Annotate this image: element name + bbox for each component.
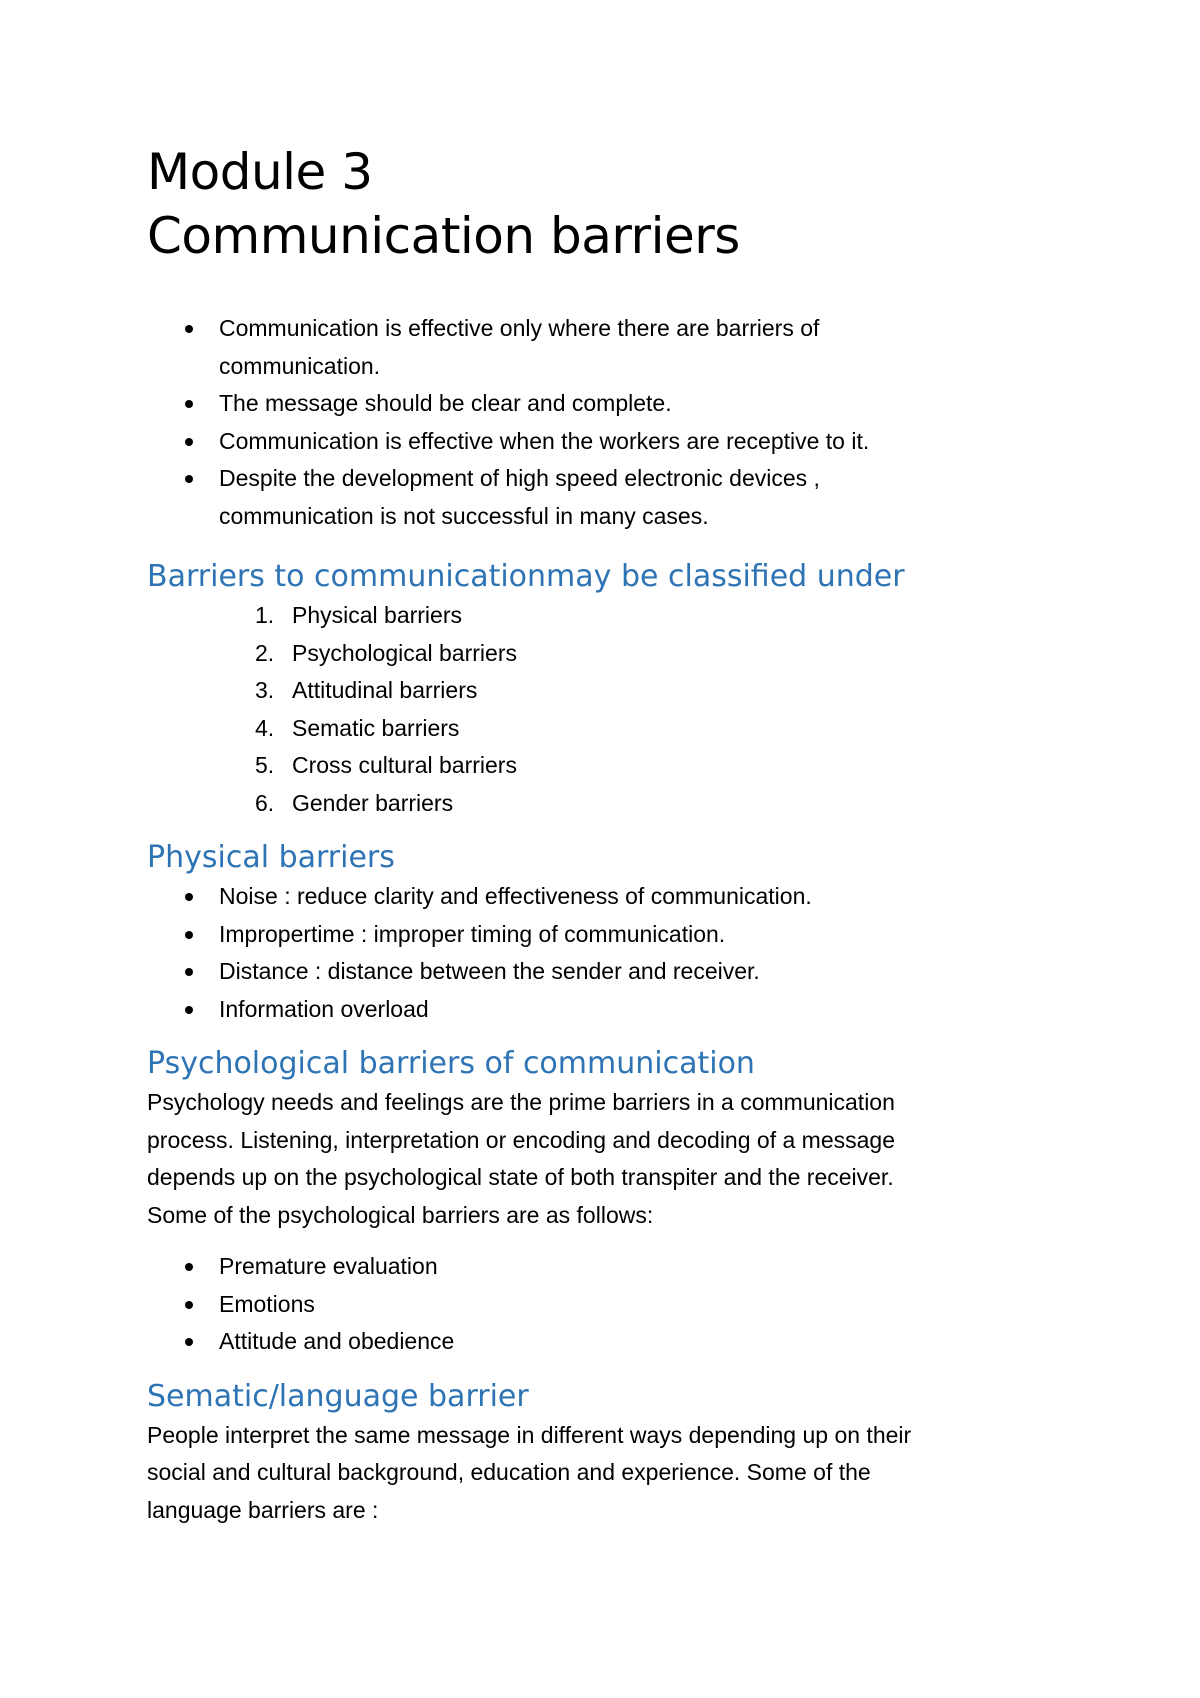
list-item: 6. Gender barriers: [255, 789, 454, 816]
physical-bullet-list: [147, 878, 1047, 1028]
list-item: Information overload: [147, 991, 1047, 1029]
list-item: 5. Cross cultural barriers: [255, 752, 517, 778]
bullet-icon: [185, 475, 193, 483]
list-item: 1. Physical barriers: [255, 602, 462, 628]
sematic-heading: Sematic/language barrier: [147, 1378, 529, 1414]
bullet-icon: [185, 931, 193, 939]
list-item: Emotions: [147, 1286, 1047, 1324]
document-title: [147, 140, 1047, 268]
list-item: Communication is effective when the workers are receptive to it.: [147, 423, 1047, 461]
psychological-paragraph: Psychology needs and feelings are the prime barriers in a communication process. Listening, interpretation or encoding and decoding of a message depends up on the psychological state of both transpiter and the receiver. Some of the psychological barriers are as follows:: [147, 1089, 895, 1228]
physical-heading: Physical barriers: [147, 840, 395, 875]
bullet-icon: [185, 438, 193, 446]
title-line-1: Module 3: [147, 143, 373, 201]
list-item: Premature evaluation: [147, 1248, 1047, 1286]
bullet-icon: [185, 893, 193, 901]
title-line-2: Communication barriers: [147, 207, 740, 265]
list-item: Noise : reduce clarity and effectiveness of communication.: [147, 878, 1047, 916]
list-item: 3. Attitudinal barriers: [255, 677, 478, 703]
bullet-icon: [185, 400, 193, 408]
list-item: Despite the development of high speed electronic devices , communication is not successful in many cases.: [147, 460, 1047, 535]
psychological-heading: Psychological barriers of communication: [147, 1046, 755, 1081]
bullet-icon: [185, 1263, 193, 1271]
sematic-paragraph: People interpret the same message in different ways depending up on their social and cultural background, education and experience. Some of the language barriers are :: [147, 1421, 912, 1523]
intro-bullet-list: [147, 310, 1047, 535]
classification-list: [147, 597, 1047, 822]
list-item: 2. Psychological barriers: [255, 639, 517, 666]
document-page: [147, 140, 1047, 1529]
list-item: Communication is effective only where there are barriers of communication.: [147, 310, 1047, 385]
psychological-bullet-list: [147, 1248, 1047, 1361]
classification-heading: Barriers to communicationmay be classified under: [147, 559, 905, 594]
list-item: Attitude and obedience: [147, 1323, 1047, 1361]
bullet-icon: [185, 1006, 193, 1014]
list-item: Impropertime : improper timing of communication.: [147, 916, 1047, 954]
list-item: The message should be clear and complete.: [147, 385, 1047, 423]
bullet-icon: [185, 1338, 193, 1346]
bullet-icon: [185, 325, 193, 333]
list-item: Distance : distance between the sender and receiver.: [147, 953, 1047, 991]
bullet-icon: [185, 1301, 193, 1309]
list-item: 4. Sematic barriers: [255, 714, 460, 741]
bullet-icon: [185, 968, 193, 976]
